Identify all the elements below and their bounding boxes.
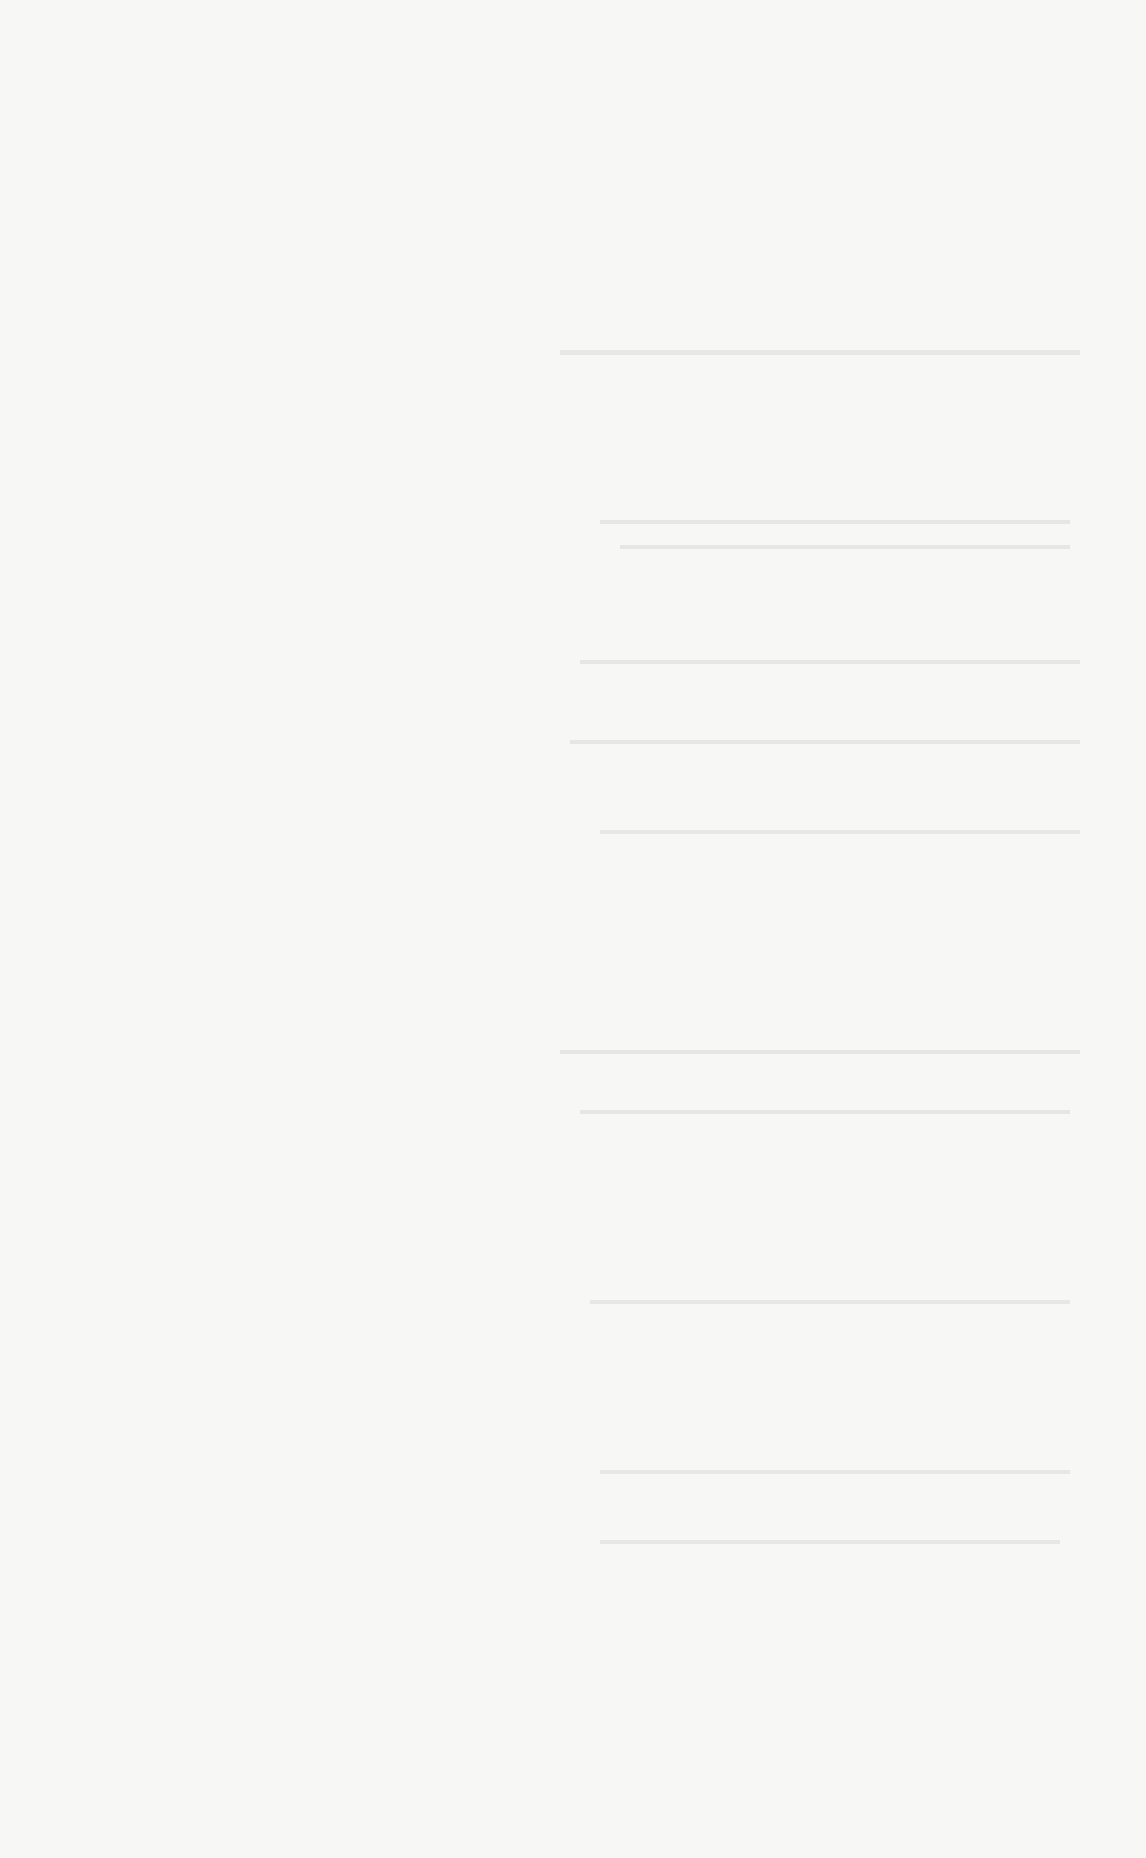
letter-continuation xyxy=(58,77,1082,99)
document-23 xyxy=(58,888,1082,946)
